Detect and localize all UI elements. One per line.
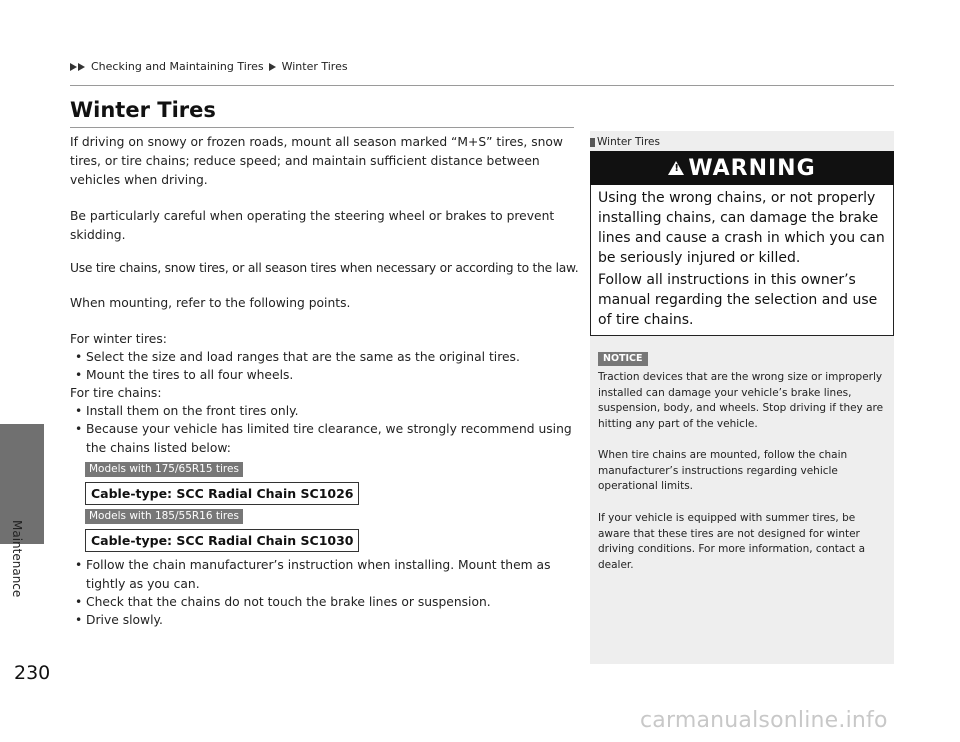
triangle-right-icon: [78, 63, 85, 71]
list-item: • Drive slowly.: [75, 611, 575, 630]
notice-tag: NOTICE: [598, 352, 648, 366]
body-paragraph: When mounting, refer to the following points.: [70, 296, 351, 310]
warning-header: [590, 151, 894, 185]
body-paragraph: Be particularly careful when operating the steering wheel or brakes to prevent skidding.: [70, 209, 555, 242]
bullet-icon: •: [75, 422, 83, 436]
bullet-icon: •: [75, 350, 83, 364]
notice-text: When tire chains are mounted, follow the chain manufacturer’s instructions regarding vehicle operational limits.: [598, 449, 848, 493]
breadcrumb: [70, 60, 348, 73]
notice-text: If your vehicle is equipped with summer tires, be aware that these tires are not designed for winter driving conditions. For more information, contact a dealer.: [598, 512, 866, 571]
triangle-right-icon: [70, 63, 77, 71]
list-item: • Install them on the front tires only.: [75, 402, 575, 421]
page-title: Winter Tires: [70, 98, 216, 122]
list-item: • Mount the tires to all four wheels.: [75, 366, 575, 385]
bullet-icon: •: [75, 368, 83, 382]
bullet-icon: •: [75, 613, 83, 627]
warning-title: WARNING: [688, 155, 816, 181]
chain-model-box: Cable-type: SCC Radial Chain SC1030: [85, 529, 359, 552]
section-heading: For winter tires:: [70, 332, 167, 346]
breadcrumb-item-current: Winter Tires: [281, 60, 348, 73]
list-item: • Because your vehicle has limited tire clearance, we strongly recommend using the chains listed below:: [75, 422, 572, 455]
chain-model-box: Cable-type: SCC Radial Chain SC1026: [85, 482, 359, 505]
bullet-icon: •: [75, 595, 83, 609]
note-marker-icon: [590, 138, 595, 147]
sidebar-heading: Winter Tires: [590, 136, 660, 148]
warning-text: Using the wrong chains, or not properly installing chains, can damage the brake lines and cause a crash in which you can be seriously injured or killed.: [598, 190, 885, 266]
list-item: • Check that the chains do not touch the brake lines or suspension.: [75, 593, 575, 612]
breadcrumb-item[interactable]: Checking and Maintaining Tires: [91, 60, 264, 73]
title-divider: [70, 127, 574, 128]
list-item: • Select the size and load ranges that are the same as the original tires.: [75, 348, 575, 367]
body-paragraph: If driving on snowy or frozen roads, mount all season marked “M+S” tires, snow tires, or tire chains; reduce speed; and maintain sufficient distance between vehicles when driving.: [70, 135, 563, 187]
warning-triangle-icon: [668, 161, 684, 175]
triangle-right-icon: [269, 63, 276, 71]
chapter-label: Maintenance: [10, 520, 24, 598]
body-paragraph: Use tire chains, snow tires, or all season tires when necessary or according to the law.: [70, 261, 579, 275]
warning-text: Follow all instructions in this owner’s manual regarding the selection and use of tire chains.: [598, 272, 878, 328]
notice-text: Traction devices that are the wrong size or improperly installed can damage your vehicle’s brake lines, suspension, body, and wheels. Stop driving if they are hitting any part of the vehicle.: [598, 371, 884, 430]
section-heading: For tire chains:: [70, 386, 162, 400]
model-tag: Models with 185/55R16 tires: [85, 509, 243, 524]
page-number: 230: [14, 662, 51, 684]
bullet-icon: •: [75, 404, 83, 418]
model-tag: Models with 175/65R15 tires: [85, 462, 243, 477]
list-item: • Follow the chain manufacturer’s instruction when installing. Mount them as tightly as you can.: [75, 558, 551, 591]
watermark: carmanualsonline.info: [640, 708, 888, 733]
header-divider: [70, 85, 894, 86]
bullet-icon: •: [75, 558, 83, 572]
